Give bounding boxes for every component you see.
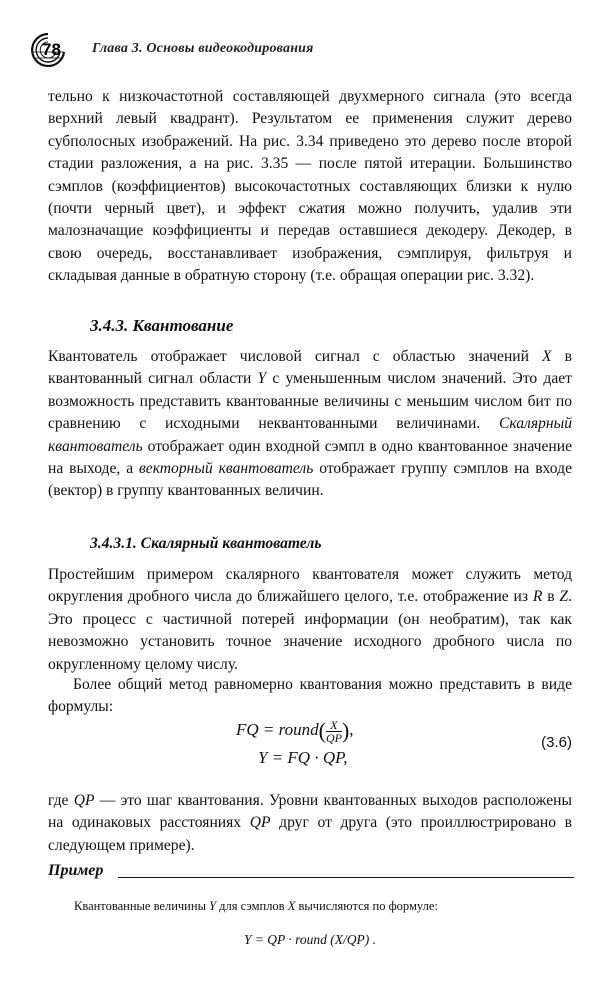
text-run: Квантованные величины xyxy=(74,899,210,913)
paragraph-2 xyxy=(48,346,572,503)
variable-qp: QP xyxy=(249,814,271,832)
term-scalar-quantizer: Скалярный квантователь xyxy=(48,415,572,455)
equation-line-2: Y = FQ · QP, xyxy=(258,748,348,767)
text-run: с уменьшенным числом значений. Это дает возможность представить квантованные величины с меньшим числом бит по сравнению с исходными неквантованными величинами. xyxy=(48,370,572,433)
text-run: в квантованный сигнал области xyxy=(48,348,573,388)
fraction-numerator: X xyxy=(326,719,342,732)
text-run: для сэмплов xyxy=(216,899,288,913)
section-heading-3-4-3-1: 3.4.3.1. Скалярный квантователь xyxy=(90,535,322,552)
example-heading xyxy=(48,862,574,884)
variable-x: X xyxy=(542,348,552,365)
variable-qp: QP xyxy=(73,792,95,809)
paragraph-4: Более общий метод равномерно квантования можно представить в виде формулы: xyxy=(48,676,572,716)
text-run: вычисляются по формуле: xyxy=(295,899,438,913)
running-title: Глава 3. Основы видеокодирования xyxy=(92,41,314,56)
equation-comma: , xyxy=(349,719,354,739)
equation-3-6 xyxy=(48,718,572,774)
paragraph-2-block xyxy=(48,346,572,503)
example-text xyxy=(74,897,572,915)
paragraph-4-block xyxy=(48,674,572,719)
text-run: в xyxy=(542,588,560,606)
text-run: друг от друга (это проиллюстрировано в следующем примере). xyxy=(48,814,573,854)
equation-fraction xyxy=(326,719,342,744)
equation-number: (3.6) xyxy=(541,734,572,751)
text-run: — это шаг квантования. Уровни квантованных выходов расположены на одинаковых расстояниях xyxy=(48,792,572,832)
variable-z: Z xyxy=(559,588,569,606)
equation-lhs: FQ = round xyxy=(236,719,319,739)
text-run: отображает группу сэмплов на входе (вектор) в группу квантованных величин. xyxy=(48,460,573,500)
example-formula: Y = QP · round (X/QP) . xyxy=(243,932,377,947)
page-number: 78 xyxy=(42,40,61,59)
paragraph-1-block xyxy=(48,86,572,288)
example-label: Пример xyxy=(48,862,104,879)
section-heading-block xyxy=(48,316,572,336)
paragraph-5-block xyxy=(48,790,572,857)
text-run: Квантователь отображает числовой сигнал с областью значений xyxy=(48,348,543,365)
variable-y: Y xyxy=(209,899,217,913)
paragraph-3-block xyxy=(48,564,572,676)
paragraph-3 xyxy=(48,564,572,676)
variable-r: R xyxy=(532,588,543,606)
page-header xyxy=(28,30,568,70)
section-heading-3-4-3: 3.4.3. Квантование xyxy=(90,316,234,335)
paragraph-1: тельно к низкочастотной составляющей двухмерного сигнала (это всегда верхний левый квадрант). Результатом ее применения служит дерево субполосных изображений. На рис. 3.34 приведено это дерево после второй стадии разложения, а на рис. 3.35 — после пятой итерации. Большинство сэмплов (коэффициентов) высокочастотных составляющих близки к нулю (почти черный цвет), и эффект сжатия можно получить, удалив эти малозначащие коэффициенты и передав оставшиеся декодеру. Декодер, в свою очередь, восстанавливает изображения, сэмплируя, фильтруя и складывая данные в обратную сторону (т.е. обращая операции рис. 3.32). xyxy=(48,88,572,285)
text-run: Простейшим примером скалярного квантователя может служить метод округления дробного числа до ближайшего целого, т.е. отображение из xyxy=(48,566,572,606)
text-run: отображает один входной сэмпл в одно квантованное значение на выходе, а xyxy=(48,437,572,478)
variable-x: X xyxy=(287,899,296,913)
text-run: где xyxy=(48,792,74,809)
variable-y: Y xyxy=(257,370,267,388)
paragraph-5 xyxy=(48,790,572,857)
example-rule xyxy=(118,877,574,878)
subsection-heading-block xyxy=(48,535,572,553)
text-run: . Это процесс с частичной потерей информации (он необратим), так как невозможно установить точное значение исходного дробного числа по округленному целому числу. xyxy=(48,588,572,673)
example-body xyxy=(48,897,572,949)
equation-line-1: FQ = round( $\frac{X}{QP}$ ), xyxy=(236,717,354,745)
term-vector-quantizer: векторный квантователь xyxy=(139,460,314,478)
fraction-denominator: QP xyxy=(325,730,342,745)
